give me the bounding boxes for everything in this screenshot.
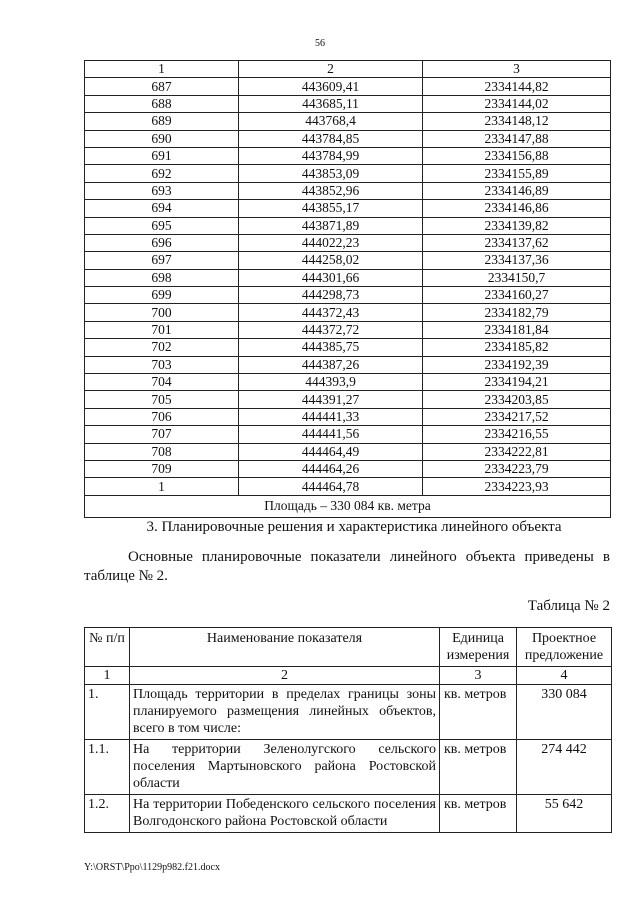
header-unit: Единица измерения [440, 628, 517, 667]
y-coordinate-cell: 2334150,7 [423, 269, 611, 286]
x-coordinate-cell: 443852,96 [239, 182, 423, 199]
coordinates-row [85, 287, 611, 304]
indicator-value-cell: 55 642 [517, 795, 612, 833]
indicator-value-cell: 274 442 [517, 740, 612, 795]
indicator-number-cell: 1. [85, 685, 130, 740]
point-number-cell: 697 [85, 252, 239, 269]
coordinates-row [85, 443, 611, 460]
y-coordinate-cell: 2334223,93 [423, 478, 611, 495]
y-coordinate-cell: 2334147,88 [423, 130, 611, 147]
point-number-cell: 694 [85, 200, 239, 217]
point-number-cell: 688 [85, 95, 239, 112]
indicator-number-cell: 1.2. [85, 795, 130, 833]
point-number-cell: 709 [85, 460, 239, 477]
y-coordinate-cell: 2334137,36 [423, 252, 611, 269]
header-value: Проектное предложение [517, 628, 612, 667]
y-coordinate-cell: 2334185,82 [423, 339, 611, 356]
page-number: 56 [315, 38, 325, 49]
point-number-cell: 699 [85, 287, 239, 304]
indicator-row [85, 795, 612, 833]
coordinates-row [85, 147, 611, 164]
point-number-cell: 701 [85, 321, 239, 338]
indicators-header-row [85, 628, 612, 667]
point-number-cell: 698 [85, 269, 239, 286]
indicator-name-cell: Площадь территории в пределах границы зоны планируемого размещения линейных объектов, всего в том числе: [130, 685, 440, 740]
column-number-cell: 4 [517, 667, 612, 685]
point-number-cell: 703 [85, 356, 239, 373]
coordinates-row [85, 478, 611, 495]
coordinates-header-cell: 2 [239, 61, 423, 78]
coordinates-row [85, 356, 611, 373]
point-number-cell: 692 [85, 165, 239, 182]
coordinates-header-cell: 1 [85, 61, 239, 78]
x-coordinate-cell: 443685,11 [239, 95, 423, 112]
x-coordinate-cell: 444298,73 [239, 287, 423, 304]
x-coordinate-cell: 444258,02 [239, 252, 423, 269]
point-number-cell: 696 [85, 234, 239, 251]
coordinates-row [85, 165, 611, 182]
x-coordinate-cell: 443871,89 [239, 217, 423, 234]
y-coordinate-cell: 2334148,12 [423, 113, 611, 130]
area-total: Площадь – 330 084 кв. метра [85, 495, 611, 517]
coordinates-row [85, 217, 611, 234]
x-coordinate-cell: 444441,33 [239, 408, 423, 425]
table-caption: Таблица № 2 [527, 598, 610, 614]
point-number-cell: 687 [85, 78, 239, 95]
point-number-cell: 708 [85, 443, 239, 460]
x-coordinate-cell: 444372,72 [239, 321, 423, 338]
y-coordinate-cell: 2334216,55 [423, 426, 611, 443]
x-coordinate-cell: 444385,75 [239, 339, 423, 356]
y-coordinate-cell: 2334160,27 [423, 287, 611, 304]
x-coordinate-cell: 444387,26 [239, 356, 423, 373]
y-coordinate-cell: 2334156,88 [423, 147, 611, 164]
coordinates-row [85, 321, 611, 338]
y-coordinate-cell: 2334144,82 [423, 78, 611, 95]
area-row [85, 495, 611, 517]
x-coordinate-cell: 444391,27 [239, 391, 423, 408]
coordinates-row [85, 391, 611, 408]
indicator-number-cell: 1.1. [85, 740, 130, 795]
coordinates-row [85, 182, 611, 199]
x-coordinate-cell: 443855,17 [239, 200, 423, 217]
y-coordinate-cell: 2334203,85 [423, 391, 611, 408]
x-coordinate-cell: 443609,41 [239, 78, 423, 95]
y-coordinate-cell: 2334223,79 [423, 460, 611, 477]
coordinates-row [85, 304, 611, 321]
point-number-cell: 706 [85, 408, 239, 425]
y-coordinate-cell: 2334222,81 [423, 443, 611, 460]
point-number-cell: 700 [85, 304, 239, 321]
coordinates-row [85, 460, 611, 477]
point-number-cell: 1 [85, 478, 239, 495]
coordinates-header-cell: 3 [423, 61, 611, 78]
x-coordinate-cell: 444372,43 [239, 304, 423, 321]
y-coordinate-cell: 2334137,62 [423, 234, 611, 251]
point-number-cell: 689 [85, 113, 239, 130]
indicator-row [85, 740, 612, 795]
coordinates-row [85, 113, 611, 130]
point-number-cell: 693 [85, 182, 239, 199]
header-number: № п/п [85, 628, 130, 667]
x-coordinate-cell: 444301,66 [239, 269, 423, 286]
y-coordinate-cell: 2334146,86 [423, 200, 611, 217]
coordinates-row [85, 374, 611, 391]
indicator-row [85, 685, 612, 740]
coordinates-row [85, 408, 611, 425]
y-coordinate-cell: 2334144,02 [423, 95, 611, 112]
y-coordinate-cell: 2334139,82 [423, 217, 611, 234]
x-coordinate-cell: 444464,49 [239, 443, 423, 460]
point-number-cell: 704 [85, 374, 239, 391]
y-coordinate-cell: 2334192,39 [423, 356, 611, 373]
y-coordinate-cell: 2334146,89 [423, 182, 611, 199]
point-number-cell: 707 [85, 426, 239, 443]
x-coordinate-cell: 443784,99 [239, 147, 423, 164]
coordinates-row [85, 339, 611, 356]
x-coordinate-cell: 444441,56 [239, 426, 423, 443]
coordinates-row [85, 234, 611, 251]
indicator-name-cell: На территории Победенского сельского поселения Волгодонского района Ростовской области [130, 795, 440, 833]
point-number-cell: 690 [85, 130, 239, 147]
point-number-cell: 695 [85, 217, 239, 234]
coordinates-row [85, 130, 611, 147]
indicator-name-cell: На территории Зеленолугского сельского поселения Мартыновского района Ростовской области [130, 740, 440, 795]
y-coordinate-cell: 2334217,52 [423, 408, 611, 425]
x-coordinate-cell: 443768,4 [239, 113, 423, 130]
coordinates-table [84, 60, 611, 518]
y-coordinate-cell: 2334194,21 [423, 374, 611, 391]
x-coordinate-cell: 444464,78 [239, 478, 423, 495]
y-coordinate-cell: 2334155,89 [423, 165, 611, 182]
indicator-unit-cell: кв. метров [440, 685, 517, 740]
coordinates-header-row [85, 61, 611, 78]
x-coordinate-cell: 444464,26 [239, 460, 423, 477]
point-number-cell: 702 [85, 339, 239, 356]
point-number-cell: 691 [85, 147, 239, 164]
x-coordinate-cell: 444022,23 [239, 234, 423, 251]
column-number-cell: 3 [440, 667, 517, 685]
coordinates-row [85, 95, 611, 112]
indicator-unit-cell: кв. метров [440, 795, 517, 833]
body-paragraph: Основные планировочные показатели линейного объекта приведены в таблице № 2. [84, 549, 610, 584]
footer-file-path: Y:\ORST\Ppo\1129p982.f21.docx [84, 862, 220, 873]
coordinates-row [85, 252, 611, 269]
indicators-number-row [85, 667, 612, 685]
column-number-cell: 1 [85, 667, 130, 685]
coordinates-row [85, 78, 611, 95]
header-name: Наименование показателя [130, 628, 440, 667]
column-number-cell: 2 [130, 667, 440, 685]
x-coordinate-cell: 444393,9 [239, 374, 423, 391]
y-coordinate-cell: 2334181,84 [423, 321, 611, 338]
coordinates-row [85, 269, 611, 286]
coordinates-row [85, 426, 611, 443]
y-coordinate-cell: 2334182,79 [423, 304, 611, 321]
section-heading: 3. Планировочные решения и характеристика линейного объекта [146, 519, 562, 535]
indicators-table [84, 627, 612, 833]
point-number-cell: 705 [85, 391, 239, 408]
indicator-value-cell: 330 084 [517, 685, 612, 740]
indicator-unit-cell: кв. метров [440, 740, 517, 795]
coordinates-row [85, 200, 611, 217]
x-coordinate-cell: 443784,85 [239, 130, 423, 147]
x-coordinate-cell: 443853,09 [239, 165, 423, 182]
